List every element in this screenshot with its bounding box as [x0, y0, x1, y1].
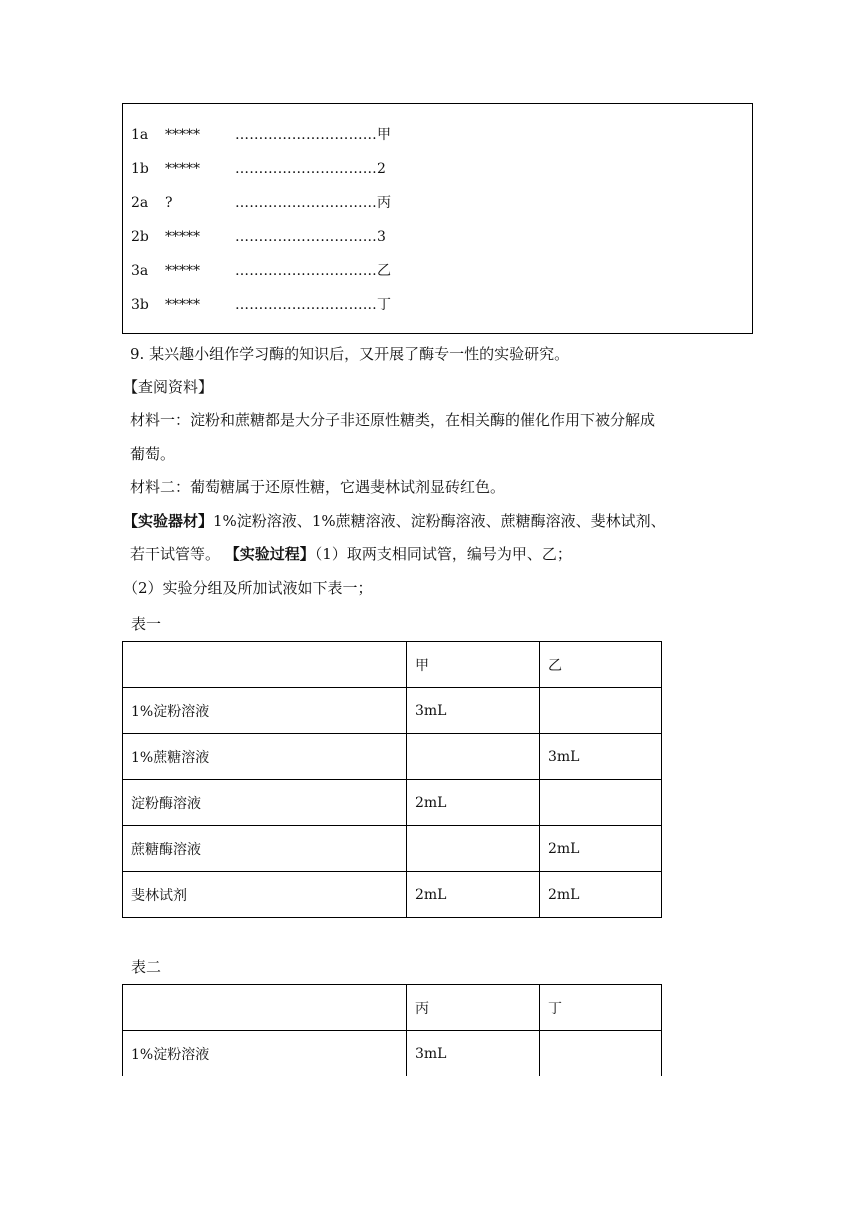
- dichotomous-key-box: [122, 103, 753, 334]
- table-cell: 丙: [407, 985, 540, 1031]
- key-description: *****: [165, 127, 200, 143]
- table-cell: [123, 642, 407, 688]
- key-description: *****: [165, 297, 200, 313]
- key-description: *****: [165, 229, 200, 245]
- key-leader: …………………………甲: [235, 127, 392, 143]
- table-row: [123, 780, 662, 826]
- process-label: 【实验过程】: [224, 545, 315, 563]
- table-cell: 1%淀粉溶液: [123, 1031, 407, 1077]
- table-cell: 乙: [540, 642, 662, 688]
- table-cell: [540, 688, 662, 734]
- table-cell: [407, 826, 540, 872]
- equipment-line2: [130, 543, 572, 565]
- table-one-caption: 表一: [131, 615, 162, 633]
- key-result: 丁: [377, 297, 392, 313]
- key-code: 3b: [131, 297, 149, 313]
- table-row: [123, 734, 662, 780]
- equipment-label: 【实验器材】: [123, 512, 214, 530]
- table-cell: 1%淀粉溶液: [123, 688, 407, 734]
- key-leader: …………………………丁: [235, 297, 392, 313]
- key-code: 1b: [131, 161, 149, 177]
- material-one-line2: 葡萄。: [130, 445, 176, 463]
- lookup-heading: 【查阅资料】: [123, 378, 214, 396]
- key-leader: …………………………乙: [235, 263, 392, 279]
- table-cell: [540, 780, 662, 826]
- process-text: （1）取两支相同试管，编号为甲、乙；: [314, 545, 572, 563]
- key-leader: …………………………3: [235, 229, 387, 245]
- key-code: 3a: [131, 263, 149, 279]
- table-cell: 3mL: [407, 1031, 540, 1077]
- key-code: 2a: [131, 195, 149, 211]
- key-result: 乙: [377, 263, 392, 279]
- table-cell: 2mL: [540, 826, 662, 872]
- equipment-text: 1%淀粉溶液、1%蔗糖溶液、淀粉酶溶液、蔗糖酶溶液、斐林试剂、: [213, 512, 666, 530]
- table-cell: [540, 1031, 662, 1077]
- table-cell: 2mL: [407, 872, 540, 918]
- table-row: [123, 1031, 662, 1077]
- step-two: （2）实验分组及所加试液如下表一；: [123, 579, 373, 597]
- table-cell: 淀粉酶溶液: [123, 780, 407, 826]
- table-one: [122, 641, 662, 918]
- material-two: 材料二：葡萄糖属于还原性糖，它遇斐林试剂显砖红色。: [130, 478, 506, 496]
- table-cell: 3mL: [407, 688, 540, 734]
- key-code: 2b: [131, 229, 149, 245]
- table-header-row: [123, 985, 662, 1031]
- key-leader: …………………………丙: [235, 195, 392, 211]
- key-result: 2: [377, 161, 387, 177]
- table-cell: [123, 985, 407, 1031]
- table-row: [123, 826, 662, 872]
- key-code: 1a: [131, 127, 149, 143]
- key-result: 甲: [377, 127, 392, 143]
- key-result: 丙: [377, 195, 392, 211]
- table-cell: 2mL: [540, 872, 662, 918]
- question-intro: 9. 某兴趣小组作学习酶的知识后，又开展了酶专一性的实验研究。: [130, 345, 570, 363]
- key-result: 3: [377, 229, 387, 245]
- key-description: ?: [165, 195, 173, 211]
- key-description: *****: [165, 263, 200, 279]
- table-cell: 丁: [540, 985, 662, 1031]
- table-cell: 蔗糖酶溶液: [123, 826, 407, 872]
- table-cell: 斐林试剂: [123, 872, 407, 918]
- table-two-caption: 表二: [131, 958, 162, 976]
- equipment-line1: [123, 510, 666, 532]
- table-cell: 3mL: [540, 734, 662, 780]
- table-row: [123, 872, 662, 918]
- table-header-row: [123, 642, 662, 688]
- table-cell: [407, 734, 540, 780]
- table-cell: 1%蔗糖溶液: [123, 734, 407, 780]
- table-row: [123, 688, 662, 734]
- table-cell: 2mL: [407, 780, 540, 826]
- equipment-text-cont: 若干试管等。: [130, 545, 225, 563]
- table-two: [122, 984, 662, 1076]
- material-one-line1: 材料一：淀粉和蔗糖都是大分子非还原性糖类，在相关酶的催化作用下被分解成: [130, 411, 656, 429]
- table-cell: 甲: [407, 642, 540, 688]
- key-leader: …………………………2: [235, 161, 387, 177]
- key-description: *****: [165, 161, 200, 177]
